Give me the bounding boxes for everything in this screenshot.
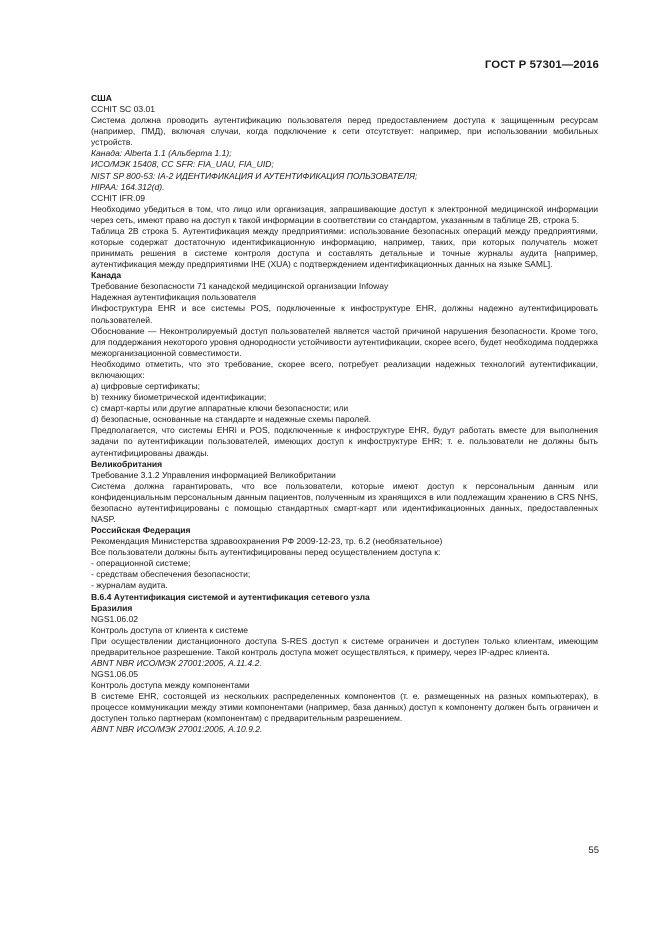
document-header: ГОСТ Р 57301—2016: [484, 59, 599, 71]
paragraph: NIST SP 800-53: IA-2 ИДЕНТИФИКАЦИЯ И АУТЕНТИФИКАЦИЯ ПОЛЬЗОВАТЕЛЯ;: [91, 170, 418, 181]
document-body: [91, 93, 598, 736]
paragraph: CCHIT SC 03.01: [91, 104, 155, 115]
paragraph: Система должна проводить аутентификацию пользователя перед предоставлением доступа к защищенным ресурсам (например, ПМД), включая случаи, когда подключение к сети отсутствует: например, при использовании мобильных устройств.: [91, 115, 598, 148]
paragraph: - средствам обеспечения безопасности;: [91, 569, 251, 580]
paragraph: NGS1.06.05: [91, 669, 139, 680]
section-heading: Российская Федерация: [91, 525, 191, 536]
paragraph: Система должна гарантировать, что все пользователи, которые имеют доступ к персональным данным или конфиденциальным персональным данным пациентов, полученным из хранящихся в или подлежащим хранению в CRS NHS, безопасно аутентифицированы с помощью стандартных смарт-карт или идентификационных данных, предоставленных NASP.: [91, 480, 598, 524]
paragraph: Таблица 2В строка 5. Аутентификация между предприятиями: использование безопасных операций между предприятиями, которые содержат достаточную идентификационную информацию, например, таких, при которых получатель может принимать решения в системе контроля доступа и составлять детальные и точные журналы аудита [например, аутентификация между предприятиями IHE (XUA) с подтверждением идентификационных данных на языке SAML].: [91, 225, 598, 270]
paragraph: При осуществлении дистанционного доступа S-RES доступ к системе ограничен и доступен только клиентам, имеющим предварительное разрешение. Такой контроль доступа может осуществляться, к примеру, через IP-адрес клиента.: [91, 635, 598, 657]
paragraph: Надежная аутентификация пользователя: [91, 292, 256, 303]
section-heading: Бразилия: [91, 602, 133, 613]
paragraph: Требование безопасности 71 канадской медицинской организации Infoway: [91, 281, 389, 292]
paragraph: ABNT NBR ИСО/МЭК 27001:2005, A.11.4.2.: [91, 657, 262, 668]
paragraph: CCHIT IFR.09: [91, 192, 145, 203]
section-heading: Канада: [91, 270, 122, 281]
section-heading: США: [91, 93, 112, 103]
paragraph: NGS1.06.02: [91, 613, 139, 624]
paragraph: Инфоструктура EHR и все системы POS, подключенные к инфоструктуре EHR, должны надежно аутентифицировать пользователей.: [91, 303, 598, 325]
paragraph: Рекомендация Министерства здравоохранения РФ 2009-12-23, тр. 6.2 (необязательное): [91, 536, 443, 547]
page-number: 55: [588, 845, 599, 856]
section-heading: Великобритания: [91, 458, 163, 469]
paragraph: Все пользователи должны быть аутентифицированы перед осуществлением доступа к:: [91, 547, 441, 558]
paragraph: Канада: Alberta 1.1 (Альберта 1.1);: [91, 148, 232, 159]
paragraph: Требование 3.1.2 Управления информацией Великобритании: [91, 469, 336, 480]
section-heading: B.6.4 Аутентификация системой и аутентификация сетевого узла: [91, 591, 370, 602]
paragraph: - операционной системе;: [91, 558, 191, 569]
paragraph: Обоснование — Неконтролируемый доступ пользователей является частой причиной нарушения безопасности. Кроме того, для поддержания некоторого уровня однородности устойчивости аутентификации, скорее всего, будет необходима поддержка межорганизационной совместимости.: [91, 325, 598, 358]
paragraph: Контроль доступа между компонентами: [91, 680, 250, 691]
paragraph: а) цифровые сертификаты;: [91, 381, 201, 392]
paragraph: Необходимо отметить, что это требование, скорее всего, потребует реализации надежных технологий аутентификации, включающих:: [91, 358, 598, 380]
paragraph: b) технику биометрической идентификации;: [91, 392, 267, 403]
paragraph: Предполагается, что системы EHRi и POS, подключенные к инфоструктуре EHR, будут работать вместе для выполнения задачи по аутентификации пользователей, имеющих доступ к инфоструктуре EHR; т. е. пользователи не должны быть аутентифицированы дважды.: [91, 425, 598, 458]
paragraph: Контроль доступа от клиента к системе: [91, 624, 249, 635]
paragraph: c) смарт-карты или другие аппаратные ключи безопасности; или: [91, 403, 349, 414]
paragraph: ABNT NBR ИСО/МЭК 27001:2005, A.10.9.2.: [91, 724, 263, 735]
paragraph: Необходимо убедиться в том, что лицо или организация, запрашивающие доступ к электронной медицинской информации через сеть, имеют право на доступ к такой информации в соответствии со стандартом, указанным в таблице 2В, строка 5.: [91, 203, 598, 225]
paragraph: - журналам аудита.: [91, 580, 168, 591]
paragraph: d) безопасные, основанные на стандарте и надежные схемы паролей.: [91, 414, 372, 425]
paragraph: В системе EHR, состоящей из нескольких распределенных компонентов (т. е. размещенных на разных компьютерах), в процессе коммуникации между этими компонентами (например, база данных) доступ к компоненту должен быть ограничен и доступен только партнерам (компонентам) с предварительным разрешением.: [91, 691, 598, 724]
paragraph: HIPAA: 164.312(d).: [91, 181, 165, 192]
paragraph: ИСО/МЭК 15408, CC SFR: FIA_UAU, FIA_UID;: [91, 159, 274, 170]
